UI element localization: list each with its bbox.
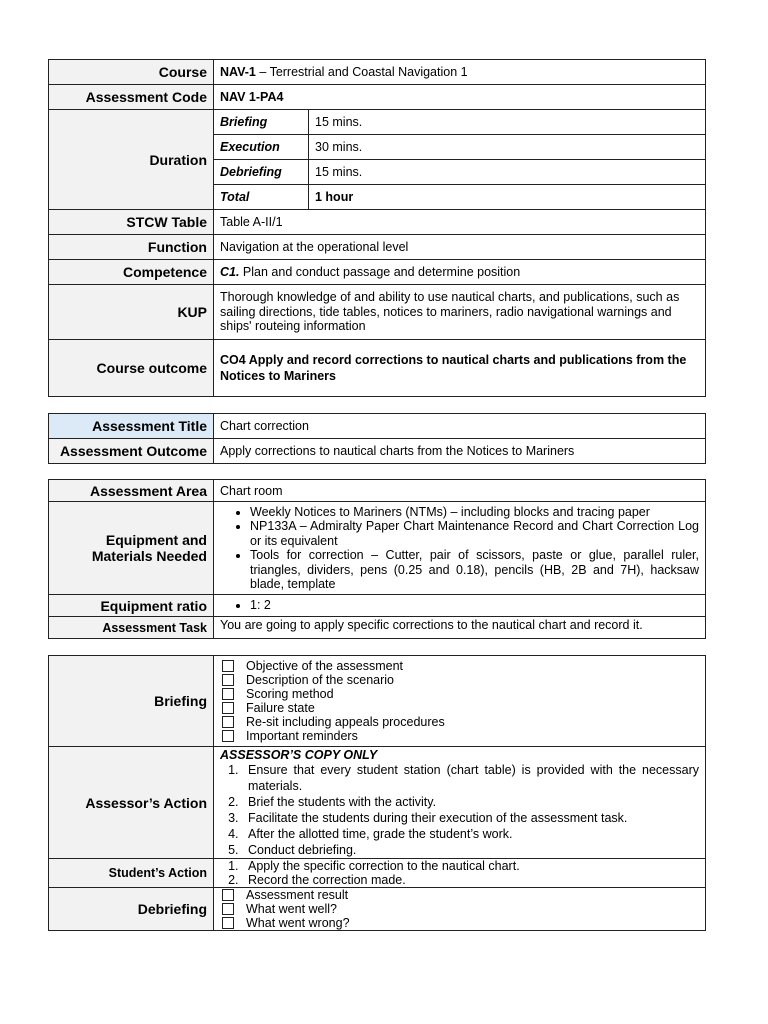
equipment-ratio-value [214, 595, 706, 617]
checkbox[interactable] [222, 688, 234, 700]
course-value [214, 60, 706, 85]
duration-name: Total [214, 185, 309, 210]
kup-value: Thorough knowledge of and ability to use nautical charts, and publications, such as sailing directions, tide tables, notices to mariners, radio navigational warnings and ships' routeing information [214, 285, 706, 340]
checklist-item [220, 673, 699, 687]
course-info-table [48, 59, 706, 397]
list-item: 5. Conduct debriefing. [242, 842, 699, 858]
debriefing-checklist [220, 888, 699, 930]
duration-label: Duration [49, 110, 214, 210]
duration-name: Debriefing [214, 160, 309, 185]
student-action-list [220, 859, 699, 887]
assessor-copy-heading: ASSESSOR’S COPY ONLY [220, 747, 378, 762]
assessment-task-label: Assessment Task [49, 617, 214, 639]
checkbox[interactable] [222, 903, 234, 915]
course-name: Terrestrial and Coastal Navigation 1 [269, 65, 468, 79]
assessment-area-table [48, 479, 706, 639]
competence-text: Plan and conduct passage and determine position [239, 265, 521, 279]
course-label: Course [49, 60, 214, 85]
checklist-text: Objective of the assessment [246, 659, 404, 673]
assessment-task-value: You are going to apply specific corrections to the nautical chart and record it. [214, 617, 706, 639]
checklist-text: Failure state [246, 701, 315, 715]
equipment-label-line2: Materials Needed [91, 548, 207, 564]
checklist-text: What went wrong? [246, 916, 350, 930]
briefing-value [214, 656, 706, 747]
duration-table [214, 110, 705, 209]
assessment-title-label: Assessment Title [49, 414, 214, 439]
course-outcome-value: CO4 Apply and record corrections to nautical charts and publications from the Notices to Mariners [214, 340, 706, 397]
checklist-item [220, 902, 699, 916]
equipment-ratio-list [220, 598, 699, 613]
checkbox[interactable] [222, 889, 234, 901]
assessment-outcome-value: Apply corrections to nautical charts from the Notices to Mariners [214, 439, 706, 464]
checkbox[interactable] [222, 917, 234, 929]
equipment-ratio-label: Equipment ratio [49, 595, 214, 617]
checklist-text: Scoring method [246, 687, 334, 701]
procedure-table [48, 655, 706, 931]
checklist-item [220, 659, 699, 673]
checkbox[interactable] [222, 730, 234, 742]
competence-label: Competence [49, 260, 214, 285]
assessment-title-value: Chart correction [214, 414, 706, 439]
assessment-outcome-label: Assessment Outcome [49, 439, 214, 464]
duration-row [214, 135, 705, 160]
assessment-code-value: NAV 1-PA4 [214, 85, 706, 110]
debriefing-label: Debriefing [49, 888, 214, 931]
stcw-table-value: Table A-II/1 [214, 210, 706, 235]
equipment-list [220, 505, 699, 592]
kup-label: KUP [49, 285, 214, 340]
briefing-checklist [220, 659, 699, 743]
assessor-action-label: Assessor’s Action [49, 747, 214, 859]
course-sep: – [255, 65, 270, 79]
checklist-item [220, 687, 699, 701]
checklist-item [220, 729, 699, 743]
list-item: • NP133A – Admiralty Paper Chart Maintenance Record and Chart Correction Log or its equivalent [250, 519, 699, 548]
briefing-label: Briefing [49, 656, 214, 747]
assessment-area-label: Assessment Area [49, 480, 214, 502]
stcw-table-label: STCW Table [49, 210, 214, 235]
checklist-text: What went well? [246, 902, 338, 916]
list-item: 1. Ensure that every student station (chart table) is provided with the necessary materials. [242, 762, 699, 794]
course-outcome-label: Course outcome [49, 340, 214, 397]
list-item: 4. After the allotted time, grade the student’s work. [242, 826, 699, 842]
course-code: NAV-1 [220, 65, 256, 79]
checkbox[interactable] [222, 716, 234, 728]
list-item: • Tools for correction – Cutter, pair of scissors, paste or glue, parallel ruler, triangles, dividers, pens (0.25 and 0.18), pencils (HB, 2B and 7H), hacksaw blade, template [250, 548, 699, 592]
checklist-text: Assessment result [246, 888, 349, 902]
assessor-action-value [214, 747, 706, 859]
duration-value: 15 mins. [309, 110, 706, 135]
checklist-item [220, 888, 699, 902]
duration-cell [214, 110, 706, 210]
competence-value [214, 260, 706, 285]
checklist-text: Description of the scenario [246, 673, 394, 687]
checkbox[interactable] [222, 702, 234, 714]
checkbox[interactable] [222, 660, 234, 672]
assessment-code-label: Assessment Code [49, 85, 214, 110]
checklist-item [220, 701, 699, 715]
duration-name: Briefing [214, 110, 309, 135]
list-item: 1. Apply the specific correction to the nautical chart. [242, 859, 699, 873]
equipment-label-line1: Equipment and [105, 532, 207, 548]
duration-value: 30 mins. [309, 135, 706, 160]
assessor-action-list [220, 762, 699, 858]
function-value: Navigation at the operational level [214, 235, 706, 260]
equipment-value [214, 502, 706, 595]
list-item: • Weekly Notices to Mariners (NTMs) – including blocks and tracing paper [250, 505, 699, 520]
duration-row [214, 185, 705, 210]
duration-value: 1 hour [309, 185, 706, 210]
list-item: 2. Record the correction made. [242, 873, 699, 887]
duration-value: 15 mins. [309, 160, 706, 185]
function-label: Function [49, 235, 214, 260]
competence-code: C1. [220, 265, 240, 279]
list-item: 2. Brief the students with the activity. [242, 794, 699, 810]
checklist-text: Re-sit including appeals procedures [246, 715, 445, 729]
list-item: 3. Facilitate the students during their execution of the assessment task. [242, 810, 699, 826]
equipment-label [49, 502, 214, 595]
duration-row [214, 110, 705, 135]
checklist-item [220, 715, 699, 729]
student-action-value [214, 859, 706, 888]
assessment-title-table [48, 413, 706, 464]
assessment-area-value: Chart room [214, 480, 706, 502]
debriefing-value [214, 888, 706, 931]
checkbox[interactable] [222, 674, 234, 686]
checklist-text: Important reminders [246, 729, 358, 743]
list-item: • 1: 2 [250, 598, 699, 613]
duration-name: Execution [214, 135, 309, 160]
duration-row [214, 160, 705, 185]
student-action-label: Student’s Action [49, 859, 214, 888]
checklist-item [220, 916, 699, 930]
